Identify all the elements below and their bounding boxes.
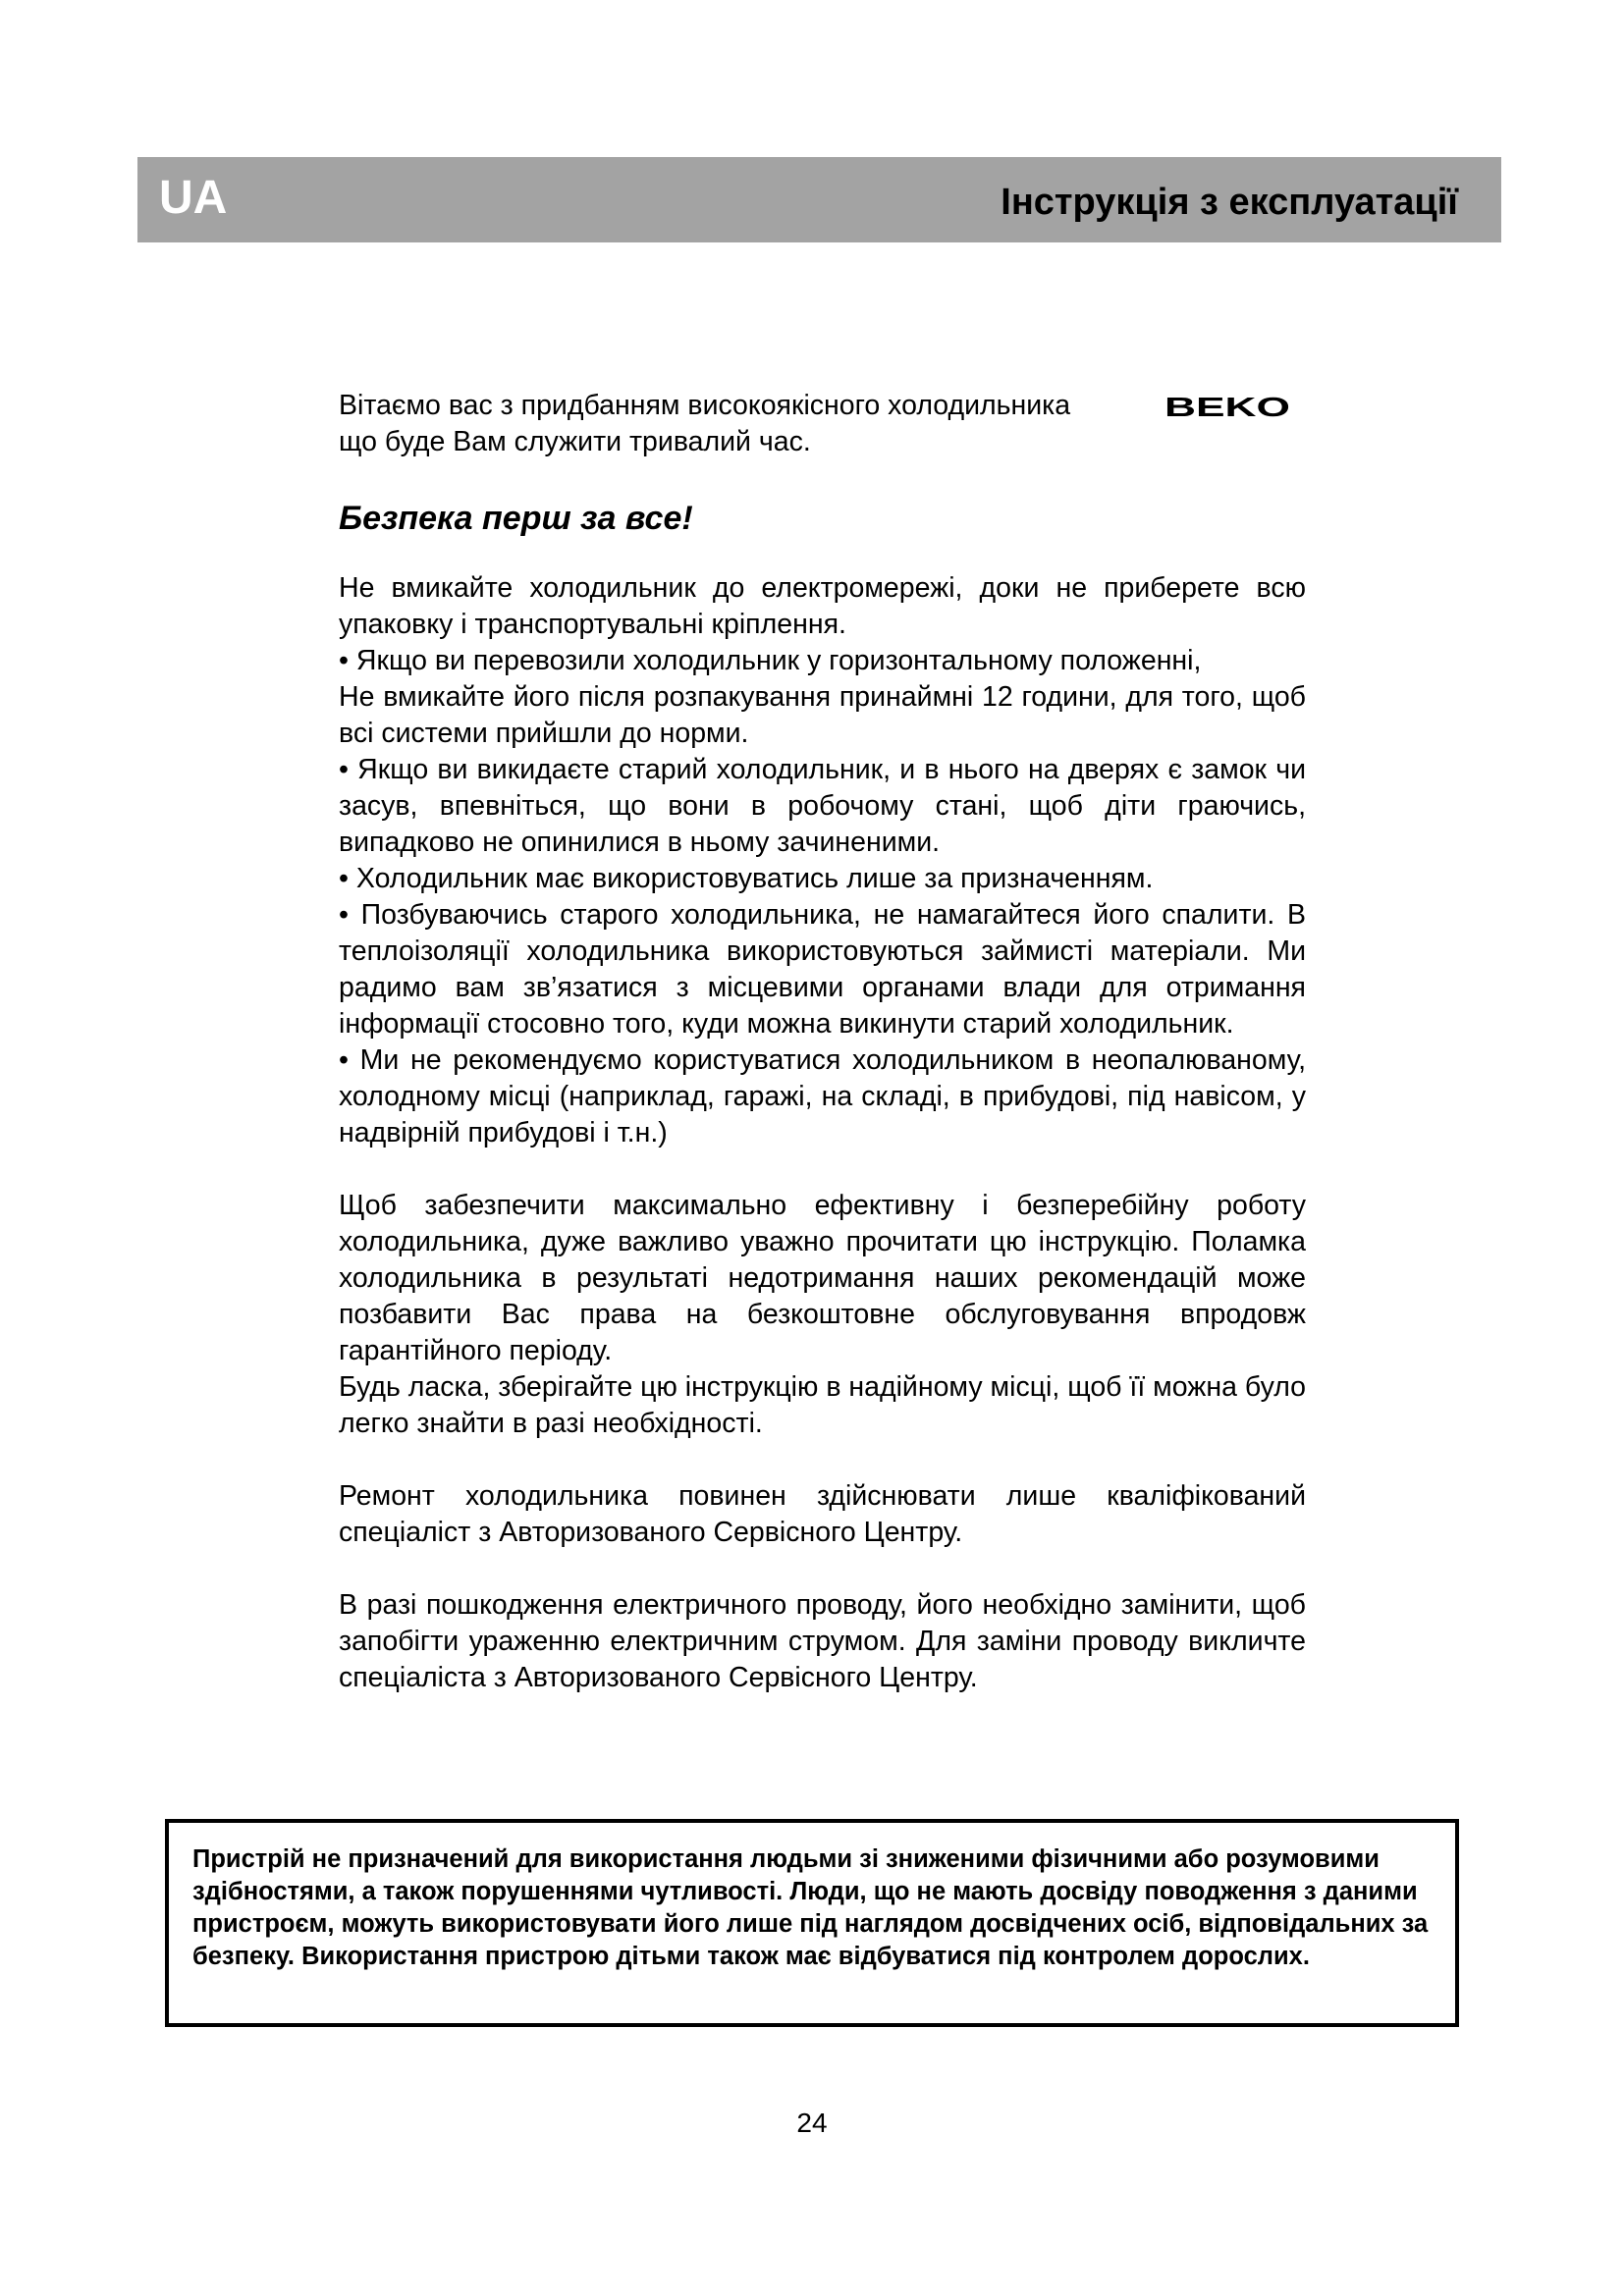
cord-paragraph: В разі пошкодження електричного проводу, його необхідно замінити, щоб запобігти ураженню електричним струмом. Для заміни проводу викличте спеціаліста з Авторизованого Сервісного Центру.	[339, 1589, 1306, 1693]
repair-paragraph: Ремонт холодильника повинен здійснювати лише кваліфікований спеціаліст з Авторизованого Сервісного Центру.	[339, 1480, 1306, 1548]
document-title: Інструкція з експлуатації	[1001, 182, 1458, 223]
section-heading-safety: Безпека перш за все!	[339, 500, 693, 537]
main-content	[339, 388, 1306, 1696]
safety-bullet: • Ми не рекомендуємо користуватися холодильником в неопалюваному, холодному місці (наприклад, гаражі, на складі, в прибудові, під навісом, у надвірній прибудові і т.н.)	[339, 1044, 1306, 1148]
safety-bullet: • Якщо ви викидаєте старий холодильник, и в нього на дверях є замок чи засув, впевніться, що вони в робочому стані, щоб діти граючись, випадково не опинилися в ньому зачиненими.	[339, 754, 1306, 858]
warning-text: Пристрій не призначений для використання людьми зі зниженими фізичними або розумовими здібностями, а також порушеннями чутливості. Люди, що не мають досвіду поводження з даними пристроєм, можуть використовувати його лише під наглядом досвідчених осіб, відповідальних за безпеку. Використання пристрою дітьми також має відбуватися під контролем дорослих.	[192, 1845, 1429, 1970]
welcome-paragraph	[339, 388, 1306, 460]
instructions-paragraph: Щоб забезпечити максимально ефективну і безперебійну роботу холодильника, дуже важливо уважно прочитати цю інструкцію. Поламка холодильника в результаті недотримання наших рекомендацій може позбавити Вас права на безкоштовне обслуговування впродовж гарантійного періоду.	[339, 1190, 1306, 1366]
safety-bullet: • Холодильник має використовуватись лише за призначенням.	[339, 863, 1154, 894]
language-code: UA	[159, 172, 228, 224]
safety-line: Не вмикайте його після розпакування принаймні 12 години, для того, щоб всі системи прийшли до норми.	[339, 681, 1306, 749]
welcome-line-1: Вітаємо вас з придбанням високоякісного холодильника	[339, 390, 1071, 421]
warning-box	[165, 1819, 1459, 2027]
keep-paragraph: Будь ласка, зберігайте цю інструкцію в надійному місці, щоб її можна було легко знайти в разі необхідності.	[339, 1371, 1306, 1439]
header-bar	[137, 157, 1501, 242]
page-number: 24	[796, 2108, 828, 2138]
safety-line: Не вмикайте холодильник до електромережі, доки не приберете всю упаковку і транспортувальні кріплення.	[339, 572, 1306, 640]
welcome-line-2: що буде Вам служити тривалий час.	[339, 426, 811, 457]
safety-bullet: • Позбуваючись старого холодильника, не намагайтеся його спалити. В теплоізоляції холодильника використовуються займисті матеріали. Ми радимо вам зв’язатися з місцевими органами влади для отримання інформації стосовно того, куди можна викинути старий холодильник.	[339, 899, 1306, 1040]
safety-bullet: • Якщо ви перевозили холодильник у горизонтальному положенні,	[339, 645, 1202, 676]
svg-text:BEKO: BEKO	[1164, 395, 1290, 418]
beko-logo	[1164, 395, 1292, 418]
